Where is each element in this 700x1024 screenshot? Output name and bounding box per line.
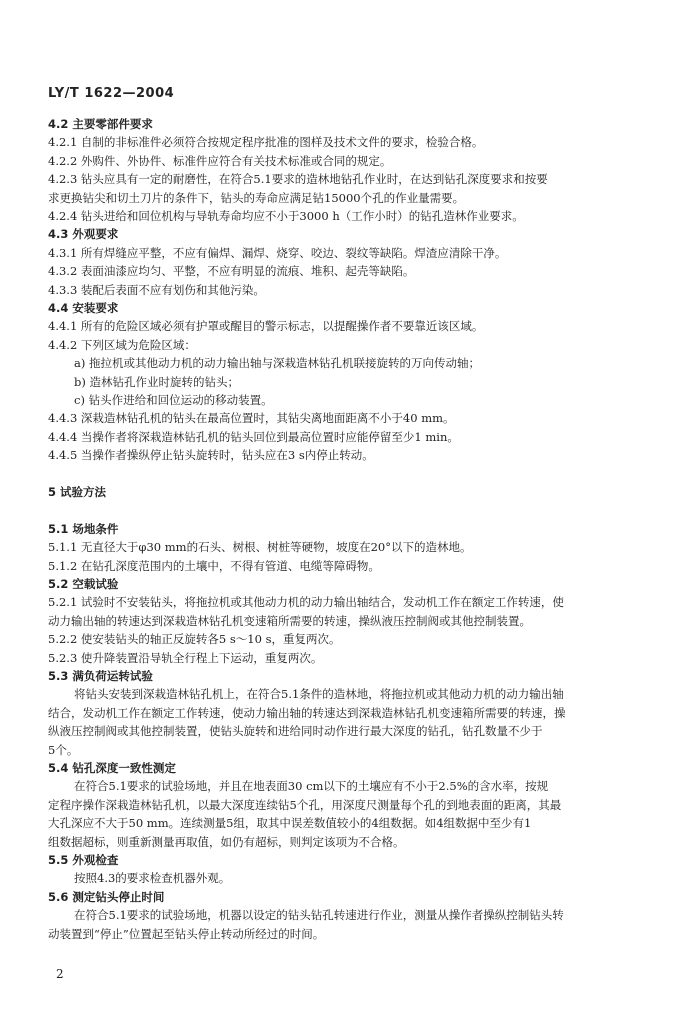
paragraph-line: 5.1.2 在钻孔深度范围内的土壤中，不得有管道、电缆等障碍物。 (48, 558, 380, 573)
section-heading: 5.4 钻孔深度一致性测定 (48, 761, 176, 775)
paragraph-line: 5.1.1 无直径大于φ30 mm的石头、树根、树桩等硬物，坡度在20°以下的造林地。 (48, 540, 472, 555)
page-number: 2 (56, 967, 64, 981)
paragraph-line: 4.2.3 钻头应具有一定的耐磨性，在符合5.1要求的造林地钻孔作业时，在达到钻孔深度要求和按要 (48, 172, 548, 187)
paragraph-line: c) 钻头作进给和回位运动的移动装置。 (74, 393, 273, 407)
standard-number-header: LY/T 1622—2004 (48, 86, 175, 101)
paragraph-line: 求更换钻尖和切土刀片的条件下，钻头的寿命应满足钻15000个孔的作业量需要。 (48, 190, 465, 205)
section-heading: 4.3 外观要求 (48, 227, 119, 242)
paragraph-line: 5.2.2 使安装钻头的轴正反旋转各5 s～10 s，重复两次。 (48, 632, 341, 647)
section-heading: 5.3 满负荷运转试验 (48, 669, 153, 683)
paragraph-line: 动力输出轴的转速达到深栽造林钻孔机变速箱所需要的转速，操纵液压控制阀或其他控制装置。 (48, 613, 531, 628)
paragraph-line: 纵液压控制阀或其他控制装置，使钻头旋转和进给同时动作进行最大深度的钻孔，钻孔数量不少于 (48, 724, 543, 739)
paragraph-line: b) 造林钻孔作业时旋转的钻头； (74, 374, 240, 389)
paragraph-line: 在符合5.1要求的试验场地，并且在地表面30 cm以下的土壤应有不小于2.5%的含水率，按规 (74, 779, 549, 794)
paragraph-line: 4.2.1 自制的非标准件必须符合按规定程序批准的图样及技术文件的要求，检验合格。 (48, 135, 484, 150)
section-heading: 4.4 安装要求 (48, 301, 119, 315)
paragraph-line: 将钻头安装到深栽造林钻孔机上，在符合5.1条件的造林地，将拖拉机或其他动力机的动力输出轴 (74, 687, 564, 702)
paragraph-line: 4.3.3 装配后表面不应有划伤和其他污染。 (48, 282, 265, 297)
paragraph-line: 4.4.5 当操作者操纵停止钻头旋转时，钻头应在3 s内停止转动。 (48, 448, 374, 463)
section-heading: 5.1 场地条件 (48, 521, 119, 536)
paragraph-line: 定程序操作深栽造林钻孔机，以最大深度连续钻5个孔，用深度尺测量每个孔的到地表面的距离，其最 (48, 797, 562, 812)
paragraph-line: 4.3.1 所有焊缝应平整，不应有偏焊、漏焊、烧穿、咬边、裂纹等缺陷。焊渣应清除干净。 (48, 245, 507, 260)
paragraph-line: 5.2.3 使升降装置沿导轨全行程上下运动，重复两次。 (48, 650, 323, 665)
paragraph-line: 按照4.3的要求检查机器外观。 (74, 871, 231, 886)
paragraph-line: 在符合5.1要求的试验场地，机器以设定的钻头钻孔转速进行作业，测量从操作者操纵控制钻头转 (74, 908, 564, 923)
paragraph-line: 4.4.1 所有的危险区域必须有护罩或醒目的警示标志，以提醒操作者不要靠近该区域。 (48, 319, 484, 334)
paragraph-line: 5个。 (48, 742, 79, 757)
paragraph-line: 大孔深应不大于50 mm。连续测量5组，取其中误差数值较小的4组数据。如4组数据中至少有1 (48, 816, 532, 831)
section-heading: 5.5 外观检查 (48, 853, 119, 867)
paragraph-line: 4.4.2 下列区域为危险区域： (48, 337, 196, 352)
paragraph-line: 4.2.2 外购件、外协件、标准件应符合有关技术标准或合同的规定。 (48, 153, 392, 168)
paragraph-line: 结合，发动机工作在额定工作转速，使动力输出轴的转速达到深栽造林钻孔机变速箱所需要的转速，操 (48, 705, 566, 720)
paragraph-line: 4.3.2 表面油漆应均匀、平整，不应有明显的流痕、堆积、起壳等缺陷。 (48, 264, 415, 279)
section-heading: 4.2 主要零部件要求 (48, 117, 153, 131)
section-heading: 5 试验方法 (48, 485, 107, 499)
section-heading: 5.2 空载试验 (48, 577, 119, 591)
paragraph-line: 5.2.1 试验时不安装钻头，将拖拉机或其他动力机的动力输出轴结合，发动机工作在额定工作转速，使 (48, 595, 564, 610)
section-heading: 5.6 测定钻头停止时间 (48, 889, 165, 904)
paragraph-line: 4.2.4 钻头进给和回位机构与导轨寿命均应不小于3000 h（工作小时）的钻孔造林作业要求。 (48, 209, 524, 223)
paragraph-line: 动装置到“停止”位置起至钻头停止转动所经过的时间。 (48, 926, 325, 941)
paragraph-line: a) 拖拉机或其他动力机的动力输出轴与深栽造林钻孔机联接旋转的万向传动轴； (74, 356, 480, 371)
paragraph-line: 4.4.3 深栽造林钻孔机的钻头在最高位置时，其钻尖离地面距离不小于40 mm。 (48, 411, 455, 426)
paragraph-line: 组数据超标，则重新测量再取值，如仍有超标，则判定该项为不合格。 (48, 834, 405, 849)
paragraph-line: 4.4.4 当操作者将深栽造林钻孔机的钻头回位到最高位置时应能停留至少1 min。 (48, 429, 459, 444)
